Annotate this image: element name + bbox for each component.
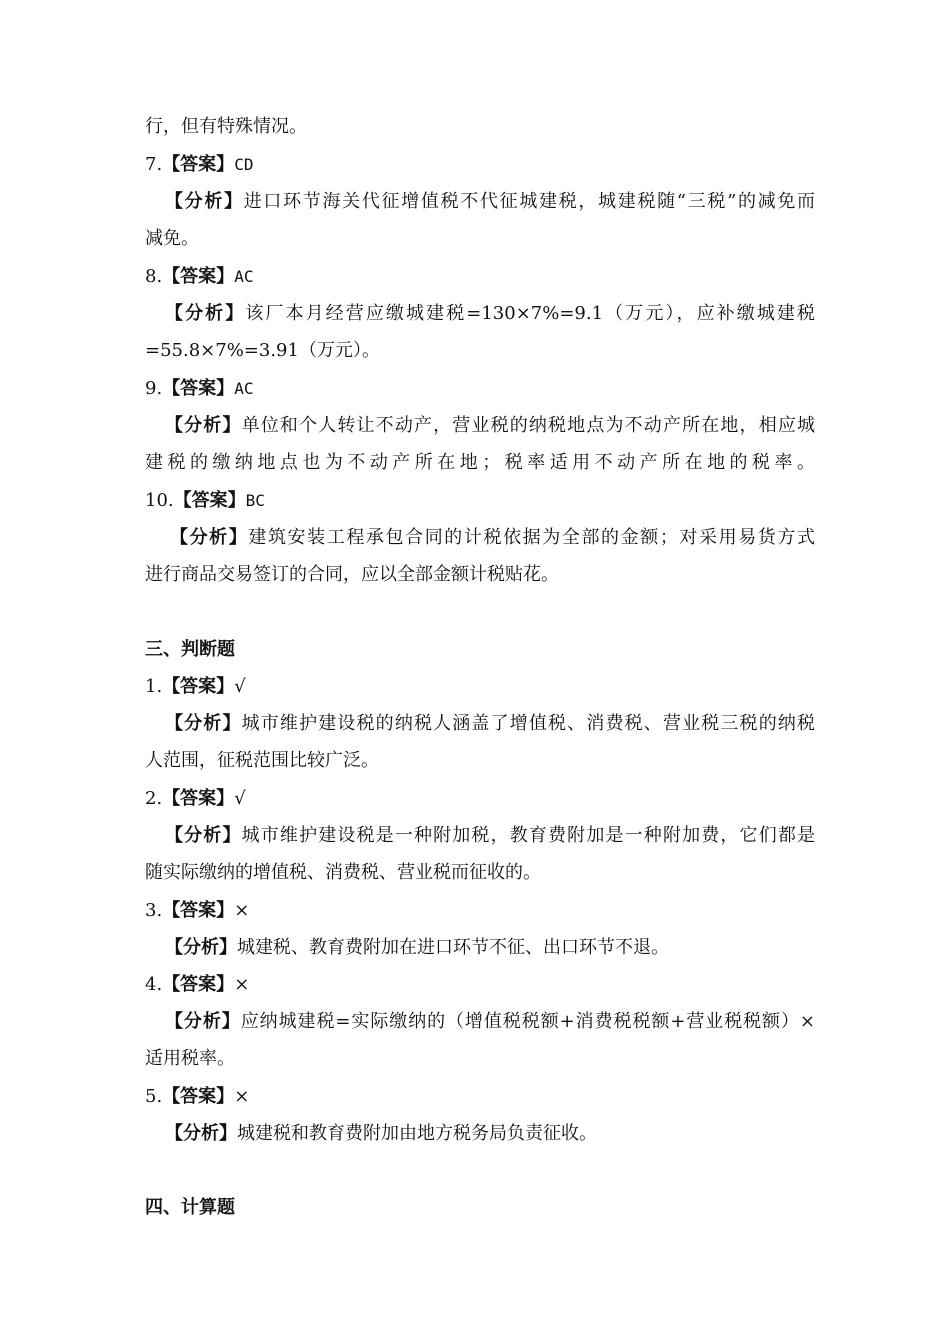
analysis-line-j2b: 随实际缴纳的增值税、消费税、营业税而征收的。 — [145, 862, 541, 883]
analysis-line-9a — [165, 412, 815, 440]
answer-label: 【答案】 — [162, 974, 235, 995]
analysis-line-7b: 减免。 — [145, 228, 199, 249]
analysis-label: 【分析】 — [165, 1123, 237, 1144]
analysis-label: 【分析】 — [165, 1011, 241, 1032]
answer-label: 【答案】 — [162, 154, 235, 175]
question-number: 1. — [145, 676, 163, 697]
answer-label: 【答案】 — [162, 378, 235, 399]
answer-label: 【答案】 — [162, 266, 235, 287]
question-number: 5. — [145, 1086, 163, 1107]
analysis-text: 建筑安装工程承包合同的计税依据为全部的金额；对采用易货方式 — [248, 527, 815, 548]
analysis-label: 【分析】 — [165, 825, 242, 846]
question-number: 9. — [145, 378, 163, 399]
analysis-text: 单位和个人转让不动产，营业税的纳税地点为不动产所在地，相应城 — [241, 415, 816, 436]
continuation-text: 行，但有特殊情况。 — [145, 116, 307, 137]
analysis-text: 城建税和教育费附加由地方税务局负责征收。 — [237, 1123, 597, 1144]
answer-value: AC — [234, 379, 254, 398]
question-number: 3. — [145, 900, 163, 921]
analysis-line-j5a — [165, 1120, 815, 1148]
answer-line-j1 — [145, 673, 815, 701]
analysis-text: 城市维护建设税的纳税人涵盖了增值税、消费税、营业税三税的纳税 — [241, 713, 816, 734]
analysis-text: 进口环节海关代征增值税不代征城建税，城建税随“三税”的减免而 — [243, 191, 816, 212]
question-number: 7. — [145, 154, 163, 175]
answer-line-j4 — [145, 971, 815, 999]
analysis-line-j1a — [165, 710, 815, 738]
analysis-line-7a — [165, 188, 815, 216]
analysis-line-9b: 建税的缴纳地点也为不动产所在地；税率适用不动产所在地的税率。 — [145, 452, 815, 473]
analysis-text: 应纳城建税=实际缴纳的（增值税税额+消费税税额+营业税税额）× — [240, 1011, 816, 1032]
analysis-line-10b: 进行商品交易签订的合同，应以全部金额计税贴花。 — [145, 564, 559, 585]
analysis-line-j4b: 适用税率。 — [145, 1048, 235, 1069]
question-number: 4. — [145, 974, 163, 995]
analysis-line-j1b: 人范围，征税范围比较广泛。 — [145, 750, 379, 771]
answer-line-10 — [145, 487, 815, 515]
analysis-text: 该厂本月经营应缴城建税=130×7%=9.1（万元），应补缴城建税 — [245, 303, 815, 324]
analysis-text: 城建税、教育费附加在进口环节不征、出口环节不退。 — [237, 937, 669, 958]
analysis-line-j4a — [165, 1008, 815, 1036]
answer-line-j2 — [145, 785, 815, 813]
answer-line-9 — [145, 375, 815, 403]
analysis-line-j2a — [165, 822, 815, 850]
analysis-label: 【分析】 — [165, 937, 237, 958]
analysis-label: 【分析】 — [165, 191, 244, 212]
analysis-label: 【分析】 — [165, 415, 242, 436]
question-number: 8. — [145, 266, 163, 287]
analysis-line-8a — [165, 300, 815, 328]
answer-value: × — [234, 974, 250, 995]
analysis-line-8b: =55.8×7%=3.91（万元）。 — [145, 340, 380, 361]
answer-line-7 — [145, 151, 815, 179]
answer-value: √ — [234, 676, 246, 697]
answer-value: × — [234, 900, 250, 921]
answer-value: CD — [234, 155, 254, 174]
answer-label: 【答案】 — [162, 1086, 235, 1107]
analysis-line-j3a — [165, 934, 815, 962]
answer-line-j3 — [145, 897, 815, 925]
analysis-text: 城市维护建设税是一种附加税，教育费附加是一种附加费，它们都是 — [241, 825, 816, 846]
section-title-judgement: 三、判断题 — [145, 639, 235, 660]
question-number: 2. — [145, 788, 163, 809]
answer-label: 【答案】 — [173, 490, 246, 511]
answer-value: AC — [234, 267, 254, 286]
section-title-calculation: 四、计算题 — [145, 1197, 235, 1218]
answer-label: 【答案】 — [162, 676, 235, 697]
analysis-label: 【分析】 — [170, 527, 249, 548]
answer-label: 【答案】 — [162, 900, 235, 921]
analysis-line-10a — [170, 524, 815, 552]
answer-line-j5 — [145, 1083, 815, 1111]
question-number: 10. — [145, 490, 174, 511]
analysis-label: 【分析】 — [165, 713, 242, 734]
answer-value: √ — [234, 788, 246, 809]
answer-value: × — [234, 1086, 250, 1107]
answer-value: BC — [245, 491, 265, 510]
answer-label: 【答案】 — [162, 788, 235, 809]
analysis-label: 【分析】 — [165, 303, 246, 324]
answer-line-8 — [145, 263, 815, 291]
